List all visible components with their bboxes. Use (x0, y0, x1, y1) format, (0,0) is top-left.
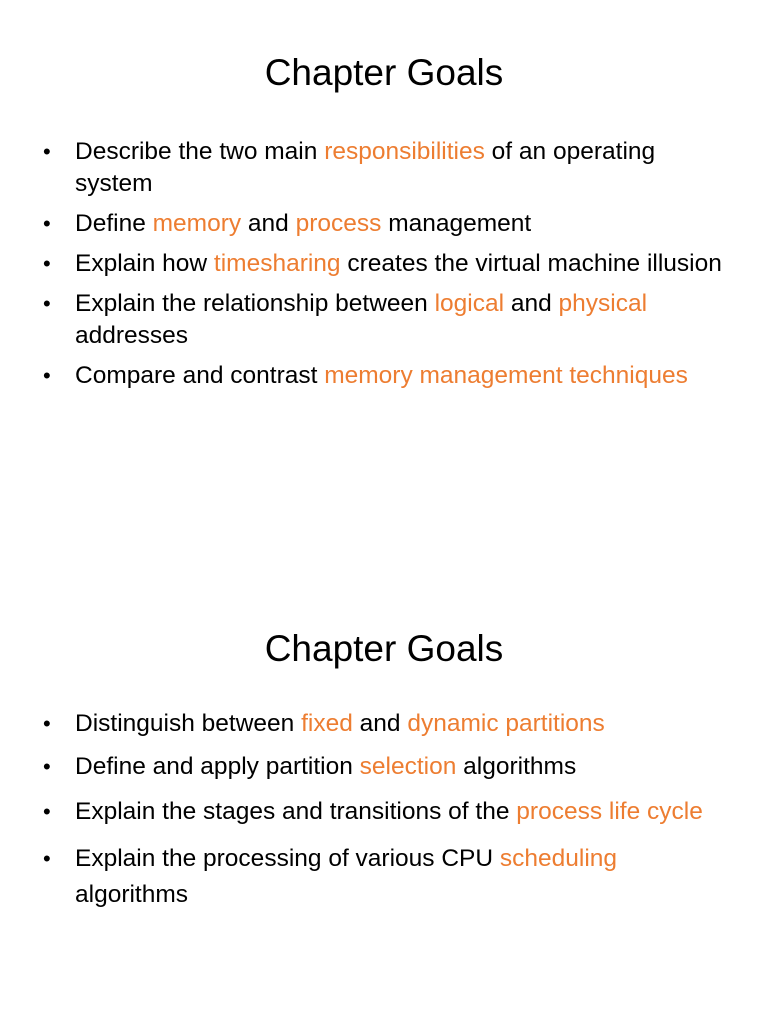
bullet-text: management (381, 210, 532, 237)
bullet-icon: • (43, 139, 51, 164)
bullet-text: Describe the two main (75, 138, 325, 165)
bullet-list (43, 136, 733, 400)
bullet-item (43, 841, 733, 913)
bullet-text: algorithms (456, 753, 577, 780)
bullet-icon: • (43, 799, 51, 824)
highlight-term: fixed (301, 710, 353, 737)
bullet-text: addresses (75, 322, 189, 349)
slide-title: Chapter Goals (264, 628, 504, 669)
bullet-text: Explain how (75, 250, 214, 277)
highlight-term: process life cycle (516, 798, 703, 825)
bullet-item (43, 751, 733, 783)
bullet-text: Distinguish between (75, 710, 302, 737)
highlight-term: dynamic partitions (407, 710, 605, 737)
highlight-term: memory (152, 210, 242, 237)
bullet-item (43, 360, 733, 392)
slide-2 (0, 580, 768, 1024)
bullet-text: algorithms (75, 881, 189, 908)
bullet-icon: • (43, 211, 51, 236)
bullet-text: of an operating system (75, 138, 656, 197)
bullet-text: and (352, 710, 408, 737)
bullet-item (43, 248, 733, 280)
highlight-term: logical (434, 290, 505, 317)
highlight-term: physical (558, 290, 648, 317)
bullet-icon: • (43, 846, 51, 871)
bullet-text: Define and apply partition (75, 753, 360, 780)
bullet-text: and (241, 210, 296, 237)
highlight-term: process (295, 210, 382, 237)
bullet-icon: • (43, 711, 51, 736)
bullet-text: and (504, 290, 559, 317)
bullet-item (43, 708, 733, 740)
highlight-term: scheduling (499, 845, 618, 872)
highlight-term: selection (359, 753, 457, 780)
bullet-icon: • (43, 251, 51, 276)
bullet-icon: • (43, 291, 51, 316)
bullet-icon: • (43, 363, 51, 388)
bullet-icon: • (43, 754, 51, 779)
bullet-text: Explain the relationship between (75, 290, 435, 317)
slide-1 (0, 0, 768, 500)
bullet-text: Explain the stages and transitions of the (75, 798, 517, 825)
bullet-item (43, 136, 733, 200)
bullet-list (43, 708, 733, 924)
bullet-text: creates the virtual machine illusion (340, 250, 722, 277)
bullet-item (43, 208, 733, 240)
highlight-term: memory management techniques (324, 362, 688, 389)
bullet-text: Compare and contrast (75, 362, 325, 389)
bullet-item (43, 288, 733, 352)
highlight-term: timesharing (213, 250, 341, 277)
highlight-term: responsibilities (324, 138, 485, 165)
bullet-item (43, 794, 733, 830)
bullet-text: Explain the processing of various CPU (75, 845, 500, 872)
bullet-text: Define (75, 210, 153, 237)
slide-title: Chapter Goals (264, 52, 504, 93)
